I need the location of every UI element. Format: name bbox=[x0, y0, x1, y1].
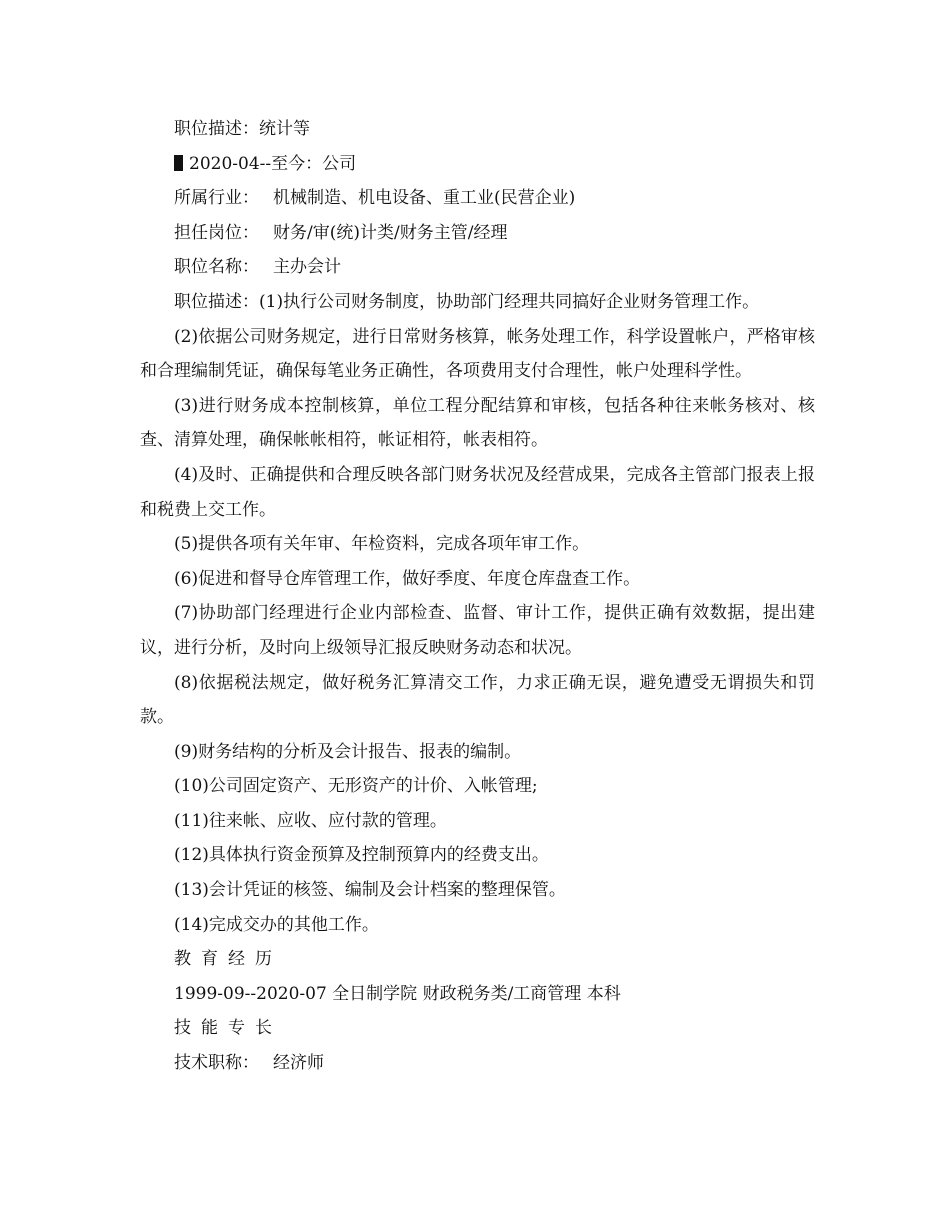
duty-item: (10)公司固定资产、无形资产的计价、入帐管理; bbox=[174, 776, 538, 797]
duty-item: (12)具体执行资金预算及控制预算内的经费支出。 bbox=[174, 845, 549, 866]
duty-item: (5)提供各项有关年审、年检资料，完成各项年审工作。 bbox=[174, 534, 590, 555]
education-entry: 1999-09--2020-07 全日制学院 财政税务类/工商管理 本科 bbox=[174, 983, 621, 1004]
job1-description bbox=[140, 112, 815, 147]
job2-desc-first: (1)执行公司财务制度，协助部门经理共同搞好企业财务管理工作。 bbox=[259, 291, 760, 312]
job2-title-value: 主办会计 bbox=[273, 257, 341, 278]
duty-item: (4)及时、正确提供和合理反映各部门财务状况及经营成果，完成各主管部门报表上报和税费上交工作。 bbox=[140, 464, 815, 520]
job2-industry-value: 机械制造、机电设备、重工业(民营企业) bbox=[273, 188, 576, 209]
job2-industry bbox=[140, 181, 815, 216]
skills-heading: 技能专长 bbox=[174, 1018, 282, 1039]
job2-title-label: 职位名称： bbox=[174, 257, 259, 278]
job1-desc-value: 统计等 bbox=[259, 119, 310, 139]
duty-item: (13)会计凭证的核签、编制及会计档案的整理保管。 bbox=[174, 880, 566, 901]
duty-item: (3)进行财务成本控制核算，单位工程分配结算和审核，包括各种往来帐务核对、核查、清算处理，确保帐帐相符，帐证相符，帐表相符。 bbox=[140, 395, 815, 451]
job2-description bbox=[140, 285, 815, 320]
job2-title bbox=[140, 250, 815, 285]
bullet-marker-icon bbox=[174, 155, 183, 171]
job2-position-value: 财务/审(统)计类/财务主管/经理 bbox=[273, 222, 508, 243]
duty-item: (2)依据公司财务规定，进行日常财务核算，帐务处理工作，科学设置帐户，严格审核和合理编制凭证，确保每笔业务正确性，各项费用支付合理性，帐户处理科学性。 bbox=[140, 326, 815, 382]
skills-tech-title bbox=[140, 1046, 815, 1081]
job2-desc-label: 职位描述： bbox=[174, 291, 259, 312]
duty-item: (11)往来帐、应收、应付款的管理。 bbox=[174, 810, 447, 831]
tech-title-label: 技术职称： bbox=[174, 1053, 259, 1074]
duty-item: (6)促进和督导仓库管理工作，做好季度、年度仓库盘查工作。 bbox=[174, 568, 641, 589]
education-heading: 教育经历 bbox=[174, 949, 282, 970]
duty-item: (7)协助部门经理进行企业内部检查、监督、审计工作，提供正确有效数据，提出建议，进行分析，及时向上级领导汇报反映财务动态和状况。 bbox=[140, 603, 815, 658]
duty-item: (14)完成交办的其他工作。 bbox=[174, 914, 379, 935]
job2-position bbox=[140, 216, 815, 251]
job2-period-text: 2020-04--至今：公司 bbox=[189, 153, 357, 174]
job1-desc-label: 职位描述： bbox=[174, 119, 259, 139]
duty-item: (8)依据税法规定，做好税务汇算清交工作，力求正确无误，避免遭受无谓损失和罚款。 bbox=[140, 672, 815, 728]
job2-position-label: 担任岗位： bbox=[174, 222, 259, 243]
duty-item: (9)财务结构的分析及会计报告、报表的编制。 bbox=[174, 741, 522, 762]
resume-page bbox=[140, 112, 815, 1081]
job2-industry-label: 所属行业： bbox=[174, 188, 259, 209]
job2-period bbox=[140, 147, 815, 182]
tech-title-value: 经济师 bbox=[273, 1053, 324, 1074]
